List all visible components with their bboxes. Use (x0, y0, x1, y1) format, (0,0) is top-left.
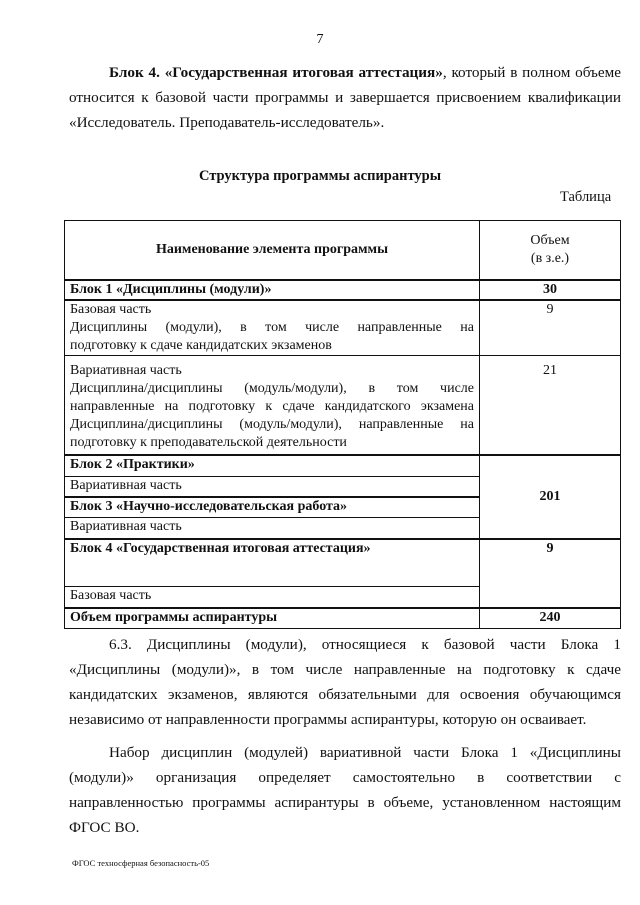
para3-line-4: ФГОС ВО. (69, 819, 140, 836)
block2-row (65, 455, 621, 477)
block1-var-row (65, 356, 621, 456)
block4-value: 9 (480, 539, 621, 608)
total-title: Объем программы аспирантуры (65, 608, 480, 629)
block1-var-line-1: Дисциплина/дисциплины (модуль/модули), в том числе (70, 381, 474, 396)
block1-var-title: Вариативная часть (70, 363, 182, 378)
para2-line-3: кандидатских экзаменов, являются обязательными для освоения обучающимся (69, 686, 621, 703)
intro-line-2: относится к базовой части программы и завершается присвоением квалификации (69, 89, 621, 106)
intro-line-1 (69, 60, 621, 85)
block2-title: Блок 2 «Практики» (65, 455, 480, 477)
para3-line-1: Набор дисциплин (модулей) вариативной части Блока 1 «Дисциплины (109, 744, 621, 761)
block1-base-cell (65, 300, 480, 356)
block3-var: Вариативная часть (65, 518, 480, 540)
block1-var-line-4: подготовку к преподавательской деятельности (70, 435, 347, 450)
block1-var-cell (65, 356, 480, 456)
block2-var: Вариативная часть (65, 477, 480, 498)
total-value: 240 (480, 608, 621, 629)
block4-base: Базовая часть (65, 587, 480, 609)
header-value (480, 221, 621, 281)
header-name: Наименование элемента программы (65, 221, 480, 281)
intro-line-1-rest: , который в полном объеме (442, 64, 621, 81)
block1-title: Блок 1 «Дисциплины (модули)» (65, 280, 480, 300)
para2-line-2: «Дисциплины (модули)», в том числе направленные на подготовку к сдаче (69, 661, 621, 678)
program-structure-table (64, 220, 621, 629)
block4-row (65, 539, 621, 587)
intro-paragraph (69, 60, 621, 135)
block3-title: Блок 3 «Научно-исследовательская работа» (65, 497, 480, 518)
total-row (65, 608, 621, 629)
block1-row (65, 280, 621, 300)
block1-var-line-2: направленные на подготовку к сдаче кандидатского экзамена (70, 399, 474, 414)
intro-line-3: «Исследователь. Преподаватель-исследователь». (69, 114, 385, 131)
header-value-line-1: Объем (530, 233, 570, 248)
para2-line-4: независимо от направленности программы аспирантуры, которую он осваивает. (69, 711, 587, 728)
block1-base-desc-1: Дисциплины (модули), в том числе направленные на (70, 320, 474, 335)
block4-title: Блок 4 «Государственная итоговая аттестация» (65, 539, 480, 587)
block1-base-desc-2: подготовку к сдаче кандидатских экзаменов (70, 338, 332, 353)
page-number: 7 (316, 32, 324, 47)
paragraph-6-3 (69, 632, 621, 732)
block1-base-value: 9 (480, 300, 621, 356)
header-value-line-2: (в з.е.) (530, 251, 570, 266)
table-title: Структура программы аспирантуры (198, 168, 442, 184)
table-header-row (65, 221, 621, 281)
table-label: Таблица (560, 189, 612, 205)
para2-line-1: 6.3. Дисциплины (модули), относящиеся к базовой части Блока 1 (109, 636, 621, 653)
paragraph-variative (69, 740, 621, 840)
para3-line-3: направленностью программы аспирантуры в объеме, установленном настоящим (69, 794, 621, 811)
block1-var-value: 21 (480, 356, 621, 456)
block1-var-line-3: Дисциплина/дисциплины (модуль/модули), направленные на (70, 417, 474, 432)
block1-base: Базовая часть (70, 302, 152, 317)
block1-value: 30 (480, 280, 621, 300)
block1-base-row (65, 300, 621, 356)
footer-text: ФГОС техносферная безопасность-05 (72, 858, 210, 868)
para3-line-2: (модули)» организация определяет самостоятельно в соответствии с (69, 769, 621, 786)
block23-value: 201 (480, 455, 621, 539)
intro-bold: Блок 4. «Государственная итоговая аттестация» (109, 64, 443, 81)
